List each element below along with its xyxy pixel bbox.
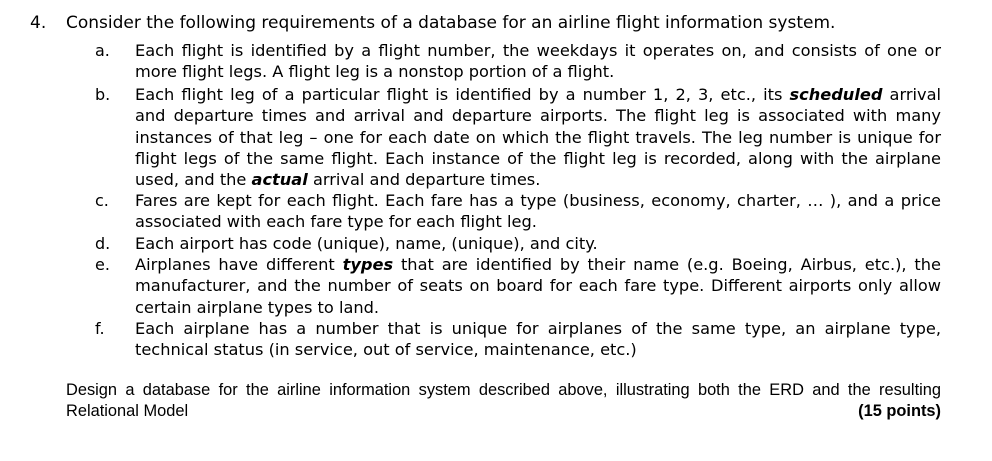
item-text [135, 40, 941, 83]
item-text-part: that are identified by their name (e.g. Boeing, Airbus, etc.), the manufacturer, and the number of seats on board for each fare type. Different airports only allow certain airplane types to land. [135, 255, 941, 317]
item-text [135, 84, 941, 190]
design-instruction: Design a database for the airline information system described above, illustrating both the ERD and the resulting Relational Model [66, 381, 941, 420]
emphasized-word: types [342, 255, 394, 274]
item-text-part: Each airport has code (unique), name, (unique), and city. [135, 234, 598, 253]
item-text-part: arrival and departure times. [307, 170, 541, 190]
requirement-item-a [95, 40, 941, 83]
emphasized-word: scheduled [789, 85, 883, 104]
item-text [135, 190, 941, 233]
item-letter: a. [95, 41, 110, 60]
item-text-part: Airplanes have different [135, 255, 343, 274]
item-letter: b. [95, 85, 111, 104]
item-letter: c. [95, 191, 109, 210]
question-stem: Consider the following requirements of a database for an airline flight information system. [66, 13, 836, 33]
question-number: 4. [30, 13, 47, 33]
item-letter: e. [95, 255, 110, 274]
item-text-part: Fares are kept for each flight. Each fare has a type (business, economy, charter, … ), and a price associated with each fare type for each flight leg. [135, 191, 941, 232]
item-text [135, 254, 941, 318]
item-text [135, 318, 941, 361]
requirement-item-d [95, 233, 941, 254]
item-text-part: Each flight leg of a particular flight is identified by a number 1, 2, 3, etc., its [135, 85, 790, 104]
emphasized-word: actual [251, 170, 308, 190]
requirement-item-b [95, 84, 941, 190]
requirement-item-c [95, 190, 941, 233]
item-text-part: arrival and departure times and arrival and departure airports. The flight leg is associated with many instances of that leg – one for each date on which the flight travels. The leg number is unique for flight legs of the same flight. Each instance of the flight leg is recorded, along with the airplane used, and the [135, 85, 941, 190]
item-text-part: Each flight is identified by a flight number, the weekdays it operates on, and consists of one or more flight legs. A flight leg is a nonstop portion of a flight. [135, 41, 941, 82]
item-text [135, 233, 941, 254]
requirement-item-e [95, 254, 941, 318]
item-letter: f. [95, 319, 105, 338]
item-letter: d. [95, 234, 111, 253]
item-text-part: Each airplane has a number that is unique for airplanes of the same type, an airplane type, technical status (in service, out of service, maintenance, etc.) [135, 319, 941, 360]
requirement-item-f [95, 318, 941, 361]
points-label: (15 points) [858, 402, 941, 420]
